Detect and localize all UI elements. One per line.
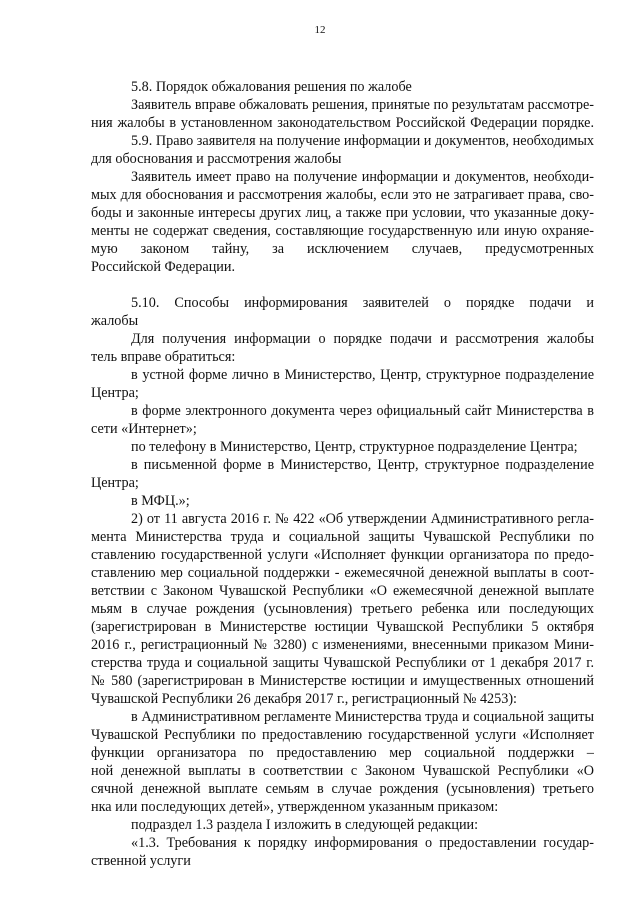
- text-line: Заявитель имеет право на получение информации и документов, необходи-: [131, 169, 594, 185]
- section-heading-5-9-continued: для обоснования и рассмотрения жалобы: [91, 151, 342, 167]
- subsection-heading-1-3-continued: ственной услуги: [91, 853, 191, 869]
- text-line: Чувашской Республики 26 декабря 2017 г., регистрационный № 4253):: [91, 691, 517, 707]
- text-line: Российской Федерации.: [91, 259, 236, 275]
- list-item-continued: Центра;: [91, 385, 139, 401]
- list-item: в форме электронного документа через официальный сайт Министерства в: [131, 403, 594, 419]
- text-line: ния жалобы в установленном законодательством Российской Федерации порядке.: [91, 115, 594, 131]
- text-line: Для получения информации о порядке подачи и рассмотрения жалобы: [131, 331, 594, 347]
- list-item: в МФЦ.»;: [131, 493, 190, 509]
- text-line: Чувашской Республики по предоставлению государственной услуги «Исполняет: [91, 727, 594, 743]
- text-line: в Административном регламенте Министерства труда и социальной защиты: [131, 709, 594, 725]
- text-line: Заявитель вправе обжаловать решения, принятые по результатам рассмотре-: [131, 97, 594, 113]
- text-line: нка или последующих детей», утвержденном указанным приказом:: [91, 799, 499, 815]
- list-item: в письменной форме в Министерство, Центр, структурное подразделение: [131, 457, 594, 473]
- section-heading-5-10: 5.10. Способы информирования заявителей о порядке подачи и: [131, 295, 594, 311]
- section-heading-5-8: 5.8. Порядок обжалования решения по жалобе: [131, 79, 412, 95]
- text-line: сячной денежной выплате семьям в случае рождения (усыновления) третьего: [91, 781, 594, 797]
- text-line: мента Министерства труда и социальной защиты Чувашской Республики по: [91, 529, 594, 545]
- section-heading-5-9: 5.9. Право заявителя на получение информации и документов, необходимых: [131, 133, 594, 149]
- text-line: ной денежной выплаты в соответствии с Законом Чувашской Республики «О: [91, 763, 594, 779]
- text-line: 2016 г., регистрационный № 3280) с изменениями, внесенными приказом Мини-: [91, 637, 594, 653]
- list-item-continued: Центра;: [91, 475, 139, 491]
- text-line: мых для обоснования и рассмотрения жалобы, если это не затрагивает права, сво-: [91, 187, 594, 203]
- text-line: боды и законные интересы других лиц, а также при условии, что указанные доку-: [91, 205, 594, 221]
- text-line: тель вправе обратиться:: [91, 349, 236, 365]
- section-heading-5-10-continued: жалобы: [91, 313, 139, 329]
- text-line: ветствии с Законом Чувашской Республики «О ежемесячной денежной выплате: [91, 583, 594, 599]
- page-number: 12: [314, 24, 326, 36]
- text-line: (зарегистрирован в Министерстве юстиции Чувашской Республики 5 октября: [91, 619, 594, 635]
- list-item: по телефону в Министерство, Центр, структурное подразделение Центра;: [131, 439, 578, 455]
- text-line: функции организатора по предоставлению мер социальной поддержки –: [91, 745, 594, 761]
- text-line: подраздел 1.3 раздела I изложить в следующей редакции:: [131, 817, 479, 833]
- text-line: № 580 (зарегистрирован в Министерстве юстиции и имущественных отношений: [91, 673, 594, 689]
- text-line: мую законом тайну, за исключением случаев, предусмотренных: [91, 241, 594, 257]
- text-line: 2) от 11 августа 2016 г. № 422 «Об утверждении Административного регла-: [131, 511, 594, 527]
- text-line: стерства труда и социальной защиты Чувашской Республики от 1 декабря 2017 г.: [91, 655, 594, 671]
- subsection-heading-1-3: «1.3. Требования к порядку информирования о предоставлении государ-: [131, 835, 594, 851]
- list-item: в устной форме лично в Министерство, Центр, структурное подразделение: [131, 367, 594, 383]
- text-line: менты не содержат сведения, составляющие государственную или иную охраняе-: [91, 223, 594, 239]
- text-line: ставлению государственной услуги «Исполняет функции организатора по предо-: [91, 547, 594, 563]
- list-item-continued: сети «Интернет»;: [91, 421, 197, 437]
- text-line: мьям в случае рождения (усыновления) третьего ребенка или последующих: [91, 601, 594, 617]
- text-line: ставлению мер социальной поддержки - ежемесячной денежной выплаты в соот-: [91, 565, 594, 581]
